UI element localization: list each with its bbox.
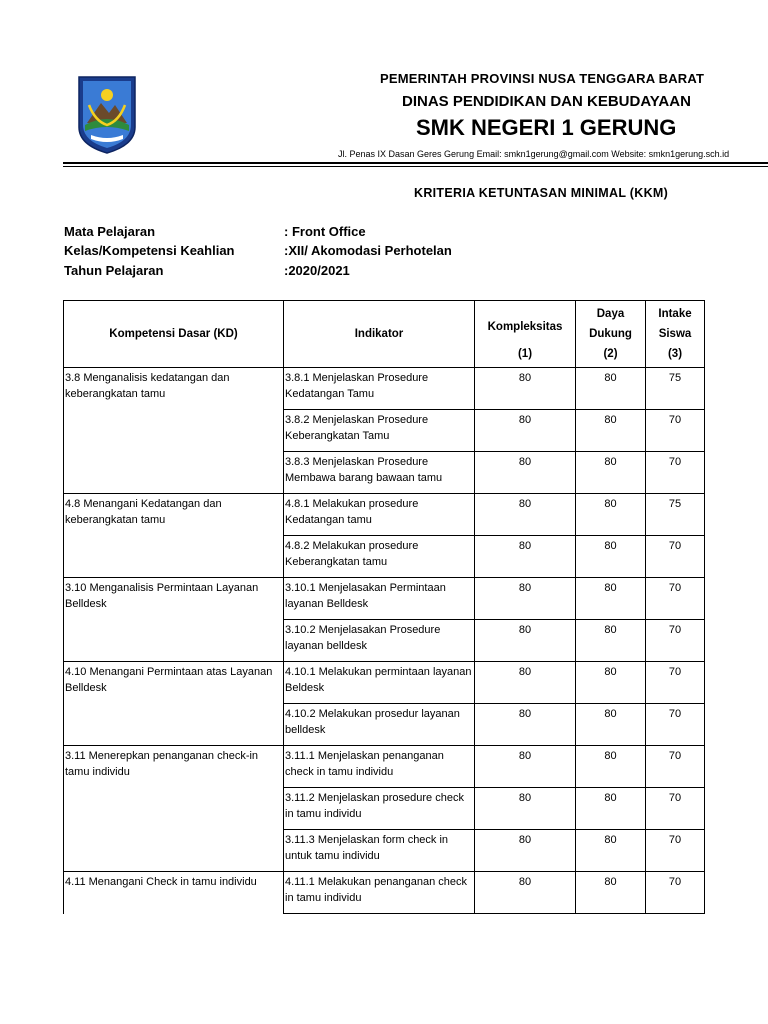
document-title: KRITERIA KETUNTASAN MINIMAL (KKM)	[414, 186, 669, 200]
provincial-crest-icon	[75, 75, 139, 155]
daya-dukung-cell: 80	[576, 746, 646, 788]
intake-siswa-cell: 70	[646, 536, 705, 578]
header-siswa-label: Siswa	[658, 328, 692, 340]
daya-dukung-cell: 80	[576, 788, 646, 830]
daya-dukung-cell: 80	[576, 662, 646, 704]
intake-siswa-cell: 70	[646, 662, 705, 704]
table-row	[64, 872, 705, 914]
kompleksitas-cell: 80	[475, 578, 576, 620]
indikator-cell: 4.8.1 Melakukan prosedure Kedatangan tamu	[284, 494, 475, 536]
daya-dukung-cell: 80	[576, 578, 646, 620]
header-intake-siswa	[646, 301, 705, 368]
indikator-cell: 3.8.2 Menjelaskan Prosedure Keberangkatan Tamu	[284, 410, 475, 452]
table-row	[64, 578, 705, 620]
table-row	[64, 746, 705, 788]
kompleksitas-cell: 80	[475, 662, 576, 704]
kompleksitas-cell: 80	[475, 704, 576, 746]
indikator-cell: 3.10.2 Menjelasakan Prosedure layanan belldesk	[284, 620, 475, 662]
indikator-cell: 3.8.1 Menjelaskan Prosedure Kedatangan Tamu	[284, 368, 475, 410]
kd-cell: 3.11 Menerepkan penanganan check-in tamu individu	[64, 746, 284, 872]
intake-siswa-cell: 70	[646, 746, 705, 788]
intake-siswa-cell: 70	[646, 620, 705, 662]
kompleksitas-cell: 80	[475, 494, 576, 536]
indikator-cell: 3.11.3 Menjelaskan form check in untuk tamu individu	[284, 830, 475, 872]
kompleksitas-cell: 80	[475, 620, 576, 662]
daya-dukung-cell: 80	[576, 494, 646, 536]
table-row	[64, 368, 705, 410]
kompleksitas-cell: 80	[475, 788, 576, 830]
header-government: PEMERINTAH PROVINSI NUSA TENGGARA BARAT	[380, 71, 705, 86]
header-daya-dukung	[576, 301, 646, 368]
info-value: :2020/2021	[284, 263, 350, 278]
kd-cell: 4.8 Menangani Kedatangan dan keberangkatan tamu	[64, 494, 284, 578]
kd-cell: 3.10 Menganalisis Permintaan Layanan Belldesk	[64, 578, 284, 662]
info-value: : Front Office	[284, 224, 366, 239]
intake-siswa-cell: 70	[646, 872, 705, 914]
kompleksitas-cell: 80	[475, 536, 576, 578]
header-kompleksitas-label: Kompleksitas	[487, 321, 563, 333]
table-row	[64, 662, 705, 704]
table-header-row	[64, 301, 705, 368]
kompleksitas-cell: 80	[475, 872, 576, 914]
kompleksitas-cell: 80	[475, 410, 576, 452]
header-dukung-label: Dukung	[589, 328, 632, 340]
table-row	[64, 494, 705, 536]
indikator-cell: 3.10.1 Menjelasakan Permintaan layanan Belldesk	[284, 578, 475, 620]
header-kompleksitas-number: (1)	[517, 348, 533, 360]
info-label: Tahun Pelajaran	[64, 263, 164, 278]
kd-cell: 3.8 Menganalisis kedatangan dan keberangkatan tamu	[64, 368, 284, 494]
kompleksitas-cell: 80	[475, 452, 576, 494]
intake-siswa-cell: 75	[646, 494, 705, 536]
info-value: :XII/ Akomodasi Perhotelan	[284, 243, 452, 258]
kd-cell: 4.10 Menangani Permintaan atas Layanan Belldesk	[64, 662, 284, 746]
intake-siswa-cell: 70	[646, 452, 705, 494]
header-daya-label: Daya	[596, 308, 625, 320]
indikator-cell: 4.11.1 Melakukan penanganan check in tamu individu	[284, 872, 475, 914]
header-kompleksitas	[475, 301, 576, 368]
header-rule-thin	[63, 166, 768, 167]
kd-cell: 4.11 Menangani Check in tamu individu	[64, 872, 284, 914]
indikator-cell: 3.8.3 Menjelaskan Prosedure Membawa barang bawaan tamu	[284, 452, 475, 494]
daya-dukung-cell: 80	[576, 620, 646, 662]
daya-dukung-cell: 80	[576, 830, 646, 872]
daya-dukung-cell: 80	[576, 410, 646, 452]
daya-dukung-cell: 80	[576, 872, 646, 914]
info-label: Kelas/Kompetensi Keahlian	[64, 243, 235, 258]
intake-siswa-cell: 70	[646, 830, 705, 872]
header-indikator: Indikator	[284, 301, 475, 368]
indikator-cell: 4.8.2 Melakukan prosedure Keberangkatan tamu	[284, 536, 475, 578]
header-intake-number: (3)	[667, 348, 683, 360]
header-address: Jl. Penas IX Dasan Geres Gerung Email: smkn1gerung@gmail.com Website: smkn1gerung.sch.id	[338, 149, 730, 159]
intake-siswa-cell: 70	[646, 788, 705, 830]
header-school-name: SMK NEGERI 1 GERUNG	[416, 115, 677, 140]
daya-dukung-cell: 80	[576, 536, 646, 578]
header-intake-label: Intake	[658, 308, 692, 320]
intake-siswa-cell: 70	[646, 704, 705, 746]
kompleksitas-cell: 80	[475, 746, 576, 788]
info-label: Mata Pelajaran	[64, 224, 156, 239]
daya-dukung-cell: 80	[576, 368, 646, 410]
kkm-table	[63, 300, 705, 914]
intake-siswa-cell: 70	[646, 578, 705, 620]
header-department: DINAS PENDIDIKAN DAN KEBUDAYAAN	[402, 93, 691, 110]
daya-dukung-cell: 80	[576, 704, 646, 746]
indikator-cell: 4.10.1 Melakukan permintaan layanan Beldesk	[284, 662, 475, 704]
daya-dukung-cell: 80	[576, 452, 646, 494]
indikator-cell: 4.10.2 Melakukan prosedur layanan belldesk	[284, 704, 475, 746]
header-rule-thick	[63, 162, 768, 164]
indikator-cell: 3.11.2 Menjelaskan prosedure check in tamu individu	[284, 788, 475, 830]
kompleksitas-cell: 80	[475, 368, 576, 410]
header-daya-number: (2)	[603, 348, 618, 360]
intake-siswa-cell: 70	[646, 410, 705, 452]
intake-siswa-cell: 75	[646, 368, 705, 410]
kompleksitas-cell: 80	[475, 830, 576, 872]
indikator-cell: 3.11.1 Menjelaskan penanganan check in tamu individu	[284, 746, 475, 788]
header-kd: Kompetensi Dasar (KD)	[64, 301, 284, 368]
